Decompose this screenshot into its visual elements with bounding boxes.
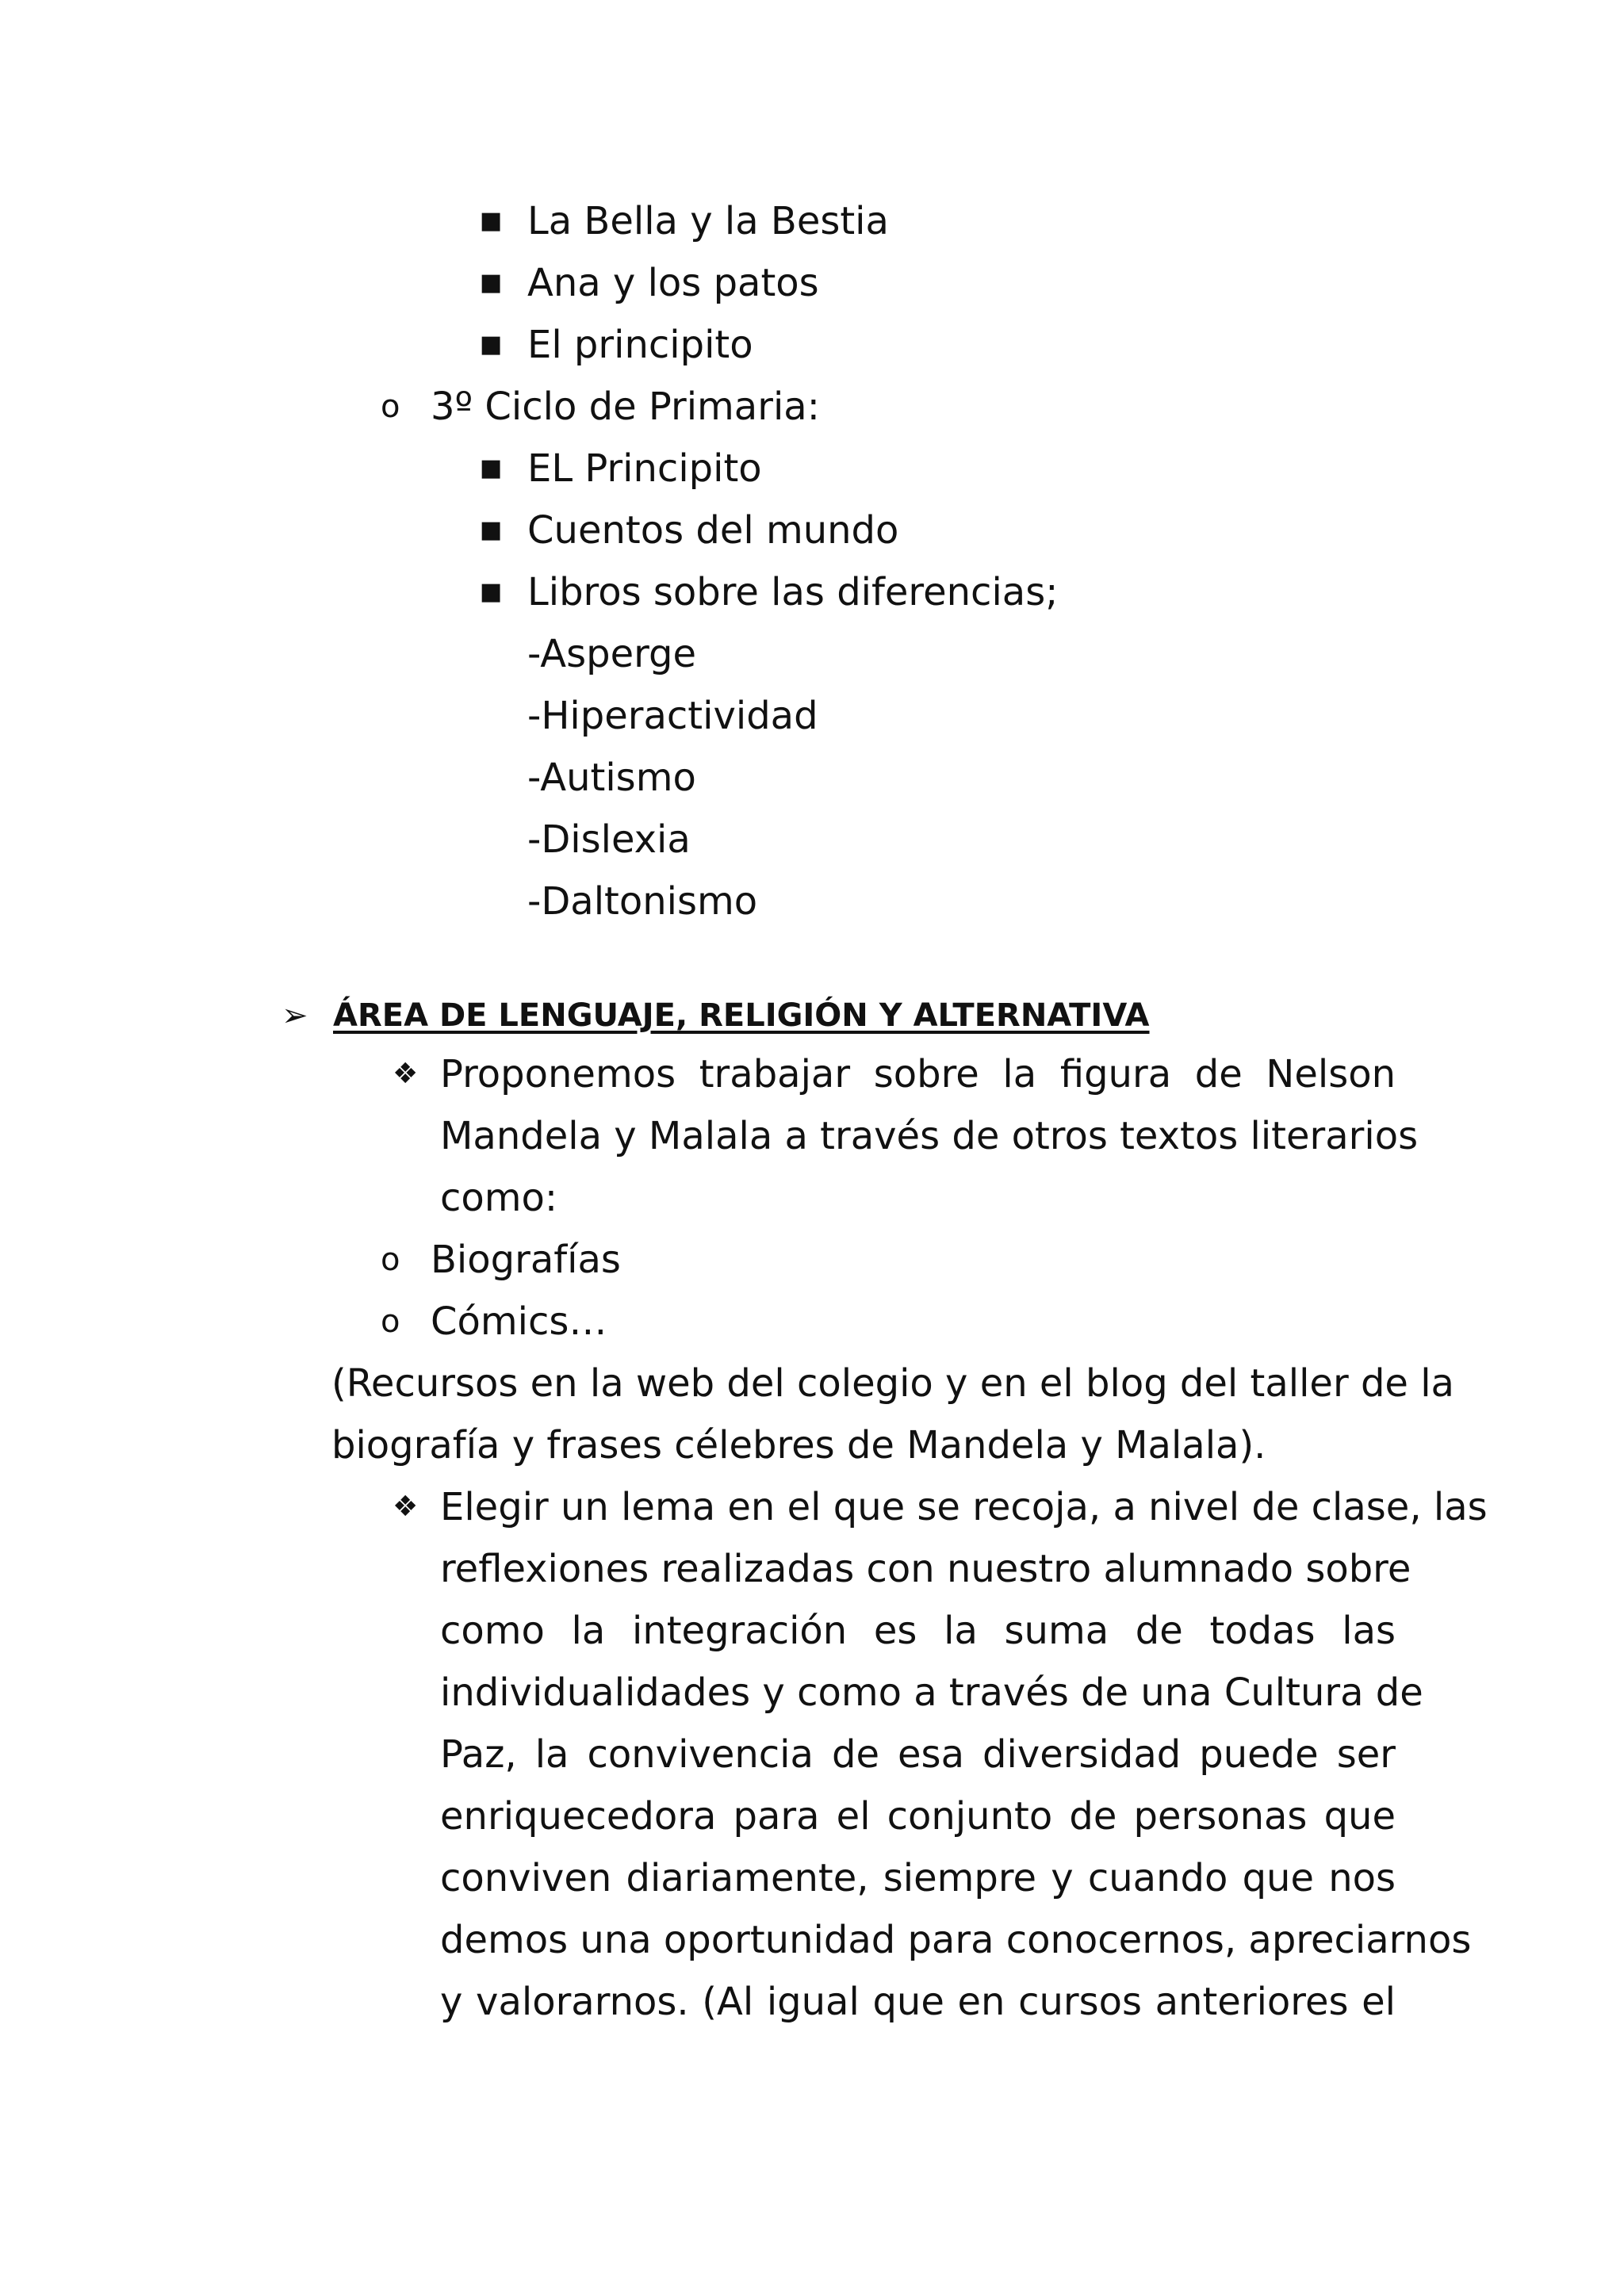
paragraph-line: y valorarnos. (Al igual que en cursos anteriores el (440, 1980, 1396, 2024)
cycle-label: 3º Ciclo de Primaria: (431, 385, 820, 429)
section-heading: ÁREA DE LENGUAJE, RELIGIÓN Y ALTERNATIVA (333, 997, 1150, 1034)
list-item: EL Principito (527, 446, 762, 491)
arrowhead-bullet-icon: ➢ (282, 997, 308, 1034)
paragraph-line: reflexiones realizadas con nuestro alumnado sobre (440, 1547, 1411, 1591)
paragraph-line: Paz, la convivencia de esa diversidad puede ser (440, 1732, 1396, 1777)
diamond-bullet-icon: ❖ (393, 1490, 419, 1523)
circle-bullet-icon: o (381, 1242, 400, 1278)
sub-list-item: -Dislexia (527, 817, 691, 862)
square-bullet-icon: ■ (480, 516, 503, 544)
paragraph-line: como la integración es la suma de todas las (440, 1609, 1396, 1653)
sub-list-item: -Daltonismo (527, 879, 758, 924)
paragraph-line: Proponemos trabajar sobre la figura de Nelson (440, 1052, 1396, 1096)
sub-list-item: -Asperge (527, 632, 696, 676)
square-bullet-icon: ■ (480, 331, 503, 358)
sub-list-item: -Hiperactividad (527, 694, 818, 738)
list-item: La Bella y la Bestia (527, 199, 889, 243)
paragraph-line: Mandela y Malala a través de otros textos literarios (440, 1114, 1419, 1158)
sub-list-item: -Autismo (527, 756, 696, 800)
list-item: Cómics… (431, 1299, 607, 1344)
paragraph-line: enriquecedora para el conjunto de personas que (440, 1794, 1396, 1839)
square-bullet-icon: ■ (480, 578, 503, 606)
list-item: Biografías (431, 1238, 621, 1282)
paragraph-line: Elegir un lema en el que se recoja, a nivel de clase, las (440, 1485, 1488, 1529)
circle-bullet-icon: o (381, 1303, 400, 1340)
list-item: Cuentos del mundo (527, 508, 899, 553)
paragraph-line: individualidades y como a través de una Cultura de (440, 1670, 1423, 1715)
paragraph-line: como: (440, 1176, 558, 1220)
paragraph-line: demos una oportunidad para conocernos, apreciarnos (440, 1918, 1472, 1962)
list-item: Ana y los patos (527, 261, 819, 305)
note-line: (Recursos en la web del colegio y en el blog del taller de la (331, 1361, 1454, 1406)
circle-bullet-icon: o (381, 388, 400, 425)
square-bullet-icon: ■ (480, 207, 503, 235)
list-item: El principito (527, 323, 753, 367)
diamond-bullet-icon: ❖ (393, 1058, 419, 1090)
square-bullet-icon: ■ (480, 454, 503, 482)
square-bullet-icon: ■ (480, 269, 503, 297)
list-item: Libros sobre las diferencias; (527, 570, 1059, 614)
note-line: biografía y frases célebres de Mandela y Malala). (331, 1423, 1266, 1468)
paragraph-line: conviven diariamente, siempre y cuando que nos (440, 1856, 1396, 1900)
